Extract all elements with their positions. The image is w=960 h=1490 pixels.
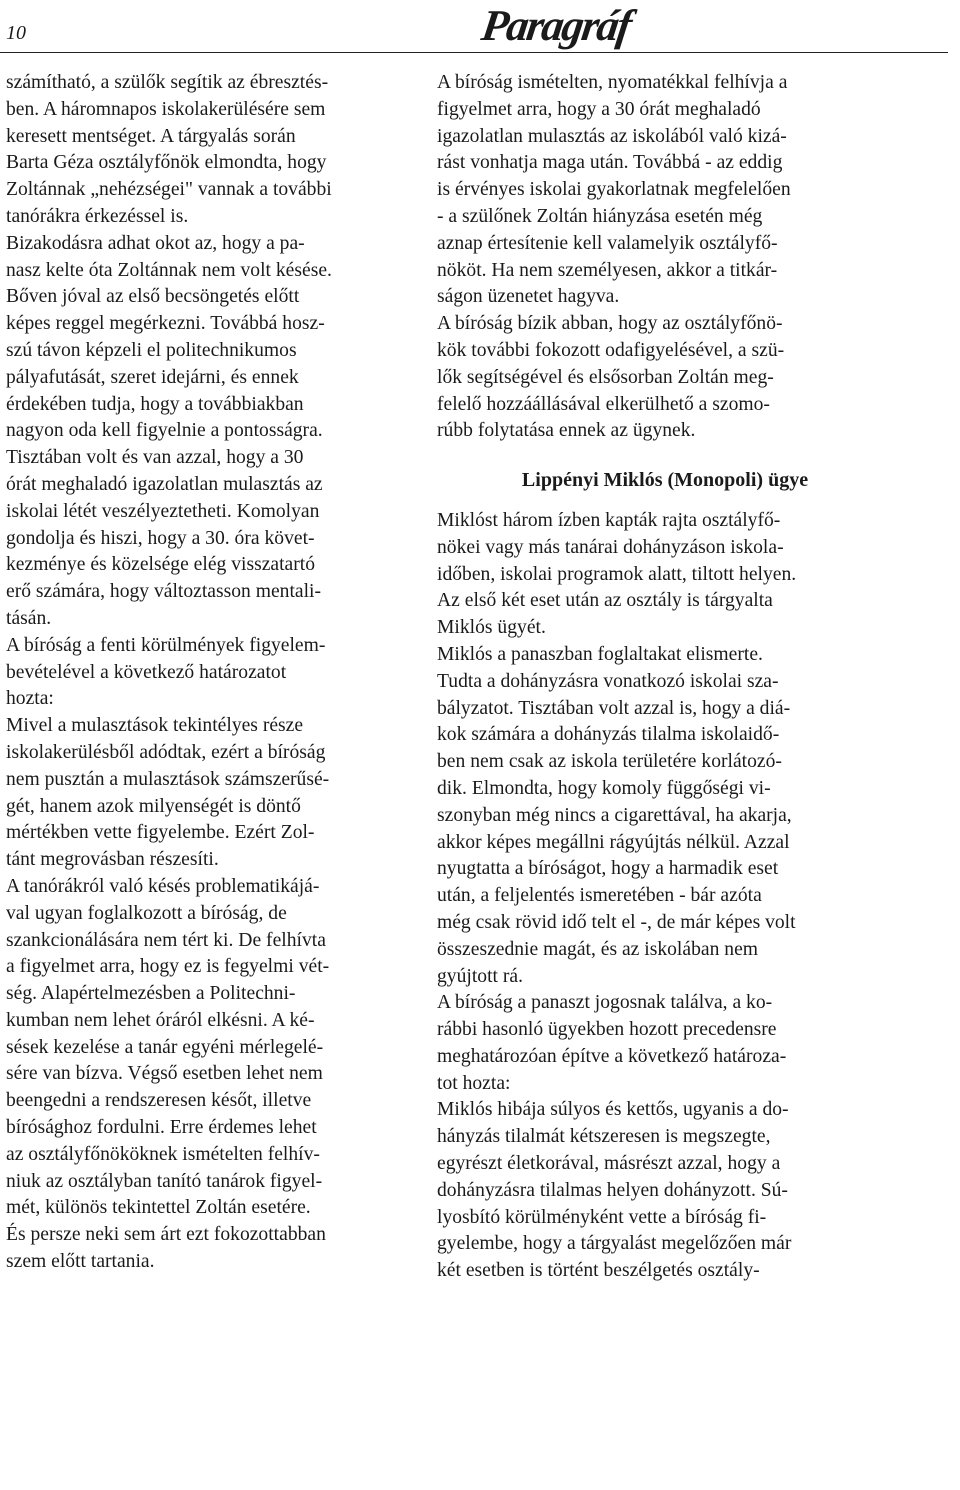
text-line: Miklós ügyét.: [437, 617, 546, 639]
text-line: Tudta a dohányzásra vonatkozó iskolai sza-: [437, 670, 779, 692]
text-line: Bizakodásra adhat okot az, hogy a pa-: [6, 232, 305, 254]
text-line: számítható, a szülők segítik az ébresztés-: [6, 72, 329, 93]
left-column: [6, 70, 418, 1276]
text-line: ben. A háromnapos iskolakerülésére sem: [6, 98, 326, 120]
text-line: nem pusztán a mulasztások számszerűsé-: [6, 768, 330, 790]
text-line: kök további fokozott odafigyelésével, a szü-: [437, 339, 785, 361]
text-line: szú távon képzeli el politechnikumos: [6, 339, 297, 361]
text-line: képes reggel megérkezni. Továbbá hosz-: [6, 313, 325, 335]
text-line: tásán.: [6, 607, 52, 629]
text-line: pályafutását, szeret idejárni, és ennek: [6, 366, 299, 388]
text-line: nyugtatta a bíróságot, hogy a harmadik eset: [437, 858, 779, 880]
text-line: egyrészt életkorával, másrészt azzal, hogy a: [437, 1153, 781, 1175]
text-line: Bőven jóval az első becsöngetés előtt: [6, 286, 300, 308]
text-line: A tanórákról való késés problematikájá-: [6, 875, 320, 897]
text-line: rást vonhatja maga után. Továbbá - az eddig: [437, 152, 783, 174]
text-line: felelő hozzáállásával elkerülhető a szomo-: [437, 393, 770, 415]
text-line: bírósághoz fordulni. Erre érdemes lehet: [6, 1117, 317, 1139]
text-line: Tisztában volt és van azzal, hogy a 30: [6, 447, 304, 469]
text-line: Az első két eset után az osztály is tárgyalta: [437, 590, 773, 612]
text-line: szem előtt tartania.: [6, 1251, 155, 1273]
text-line: dohányzásra tilalmas helyen dohányzott. Sú-: [437, 1179, 788, 1201]
text-line: két esetben is történt beszélgetés osztály-: [437, 1260, 760, 1282]
text-line: erő számára, hogy változtasson mentali-: [6, 581, 322, 603]
section-heading: Lippényi Miklós (Monopoli) ügye: [521, 469, 809, 492]
text-line: igazolatlan mulasztás az iskolából való kizá-: [437, 125, 787, 147]
text-line: is érvényes iskolai gyakorlatnak megfelelően: [437, 179, 791, 201]
text-line: a figyelmet arra, hogy ez is fegyelmi vét-: [6, 956, 330, 978]
text-line: ség. Alapértelmezésben a Politechni-: [6, 983, 296, 1005]
text-line: Miklóst három ízben kapták rajta osztályfő-: [437, 509, 781, 531]
text-line: val ugyan foglalkozott a bíróság, de: [6, 902, 287, 924]
text-line: nökei vagy más tanárai dohányzáson iskola-: [437, 536, 784, 558]
text-line: Miklós a panaszban foglaltakat elismerte.: [437, 643, 763, 665]
text-line: kezménye és közelsége elég visszatartó: [6, 554, 316, 576]
text-line: bevételével a következő határozatot: [6, 661, 287, 683]
text-line: mértékben vette figyelembe. Ezért Zol-: [6, 822, 315, 844]
text-line: nasz kelte óta Zoltánnak nem volt késése.: [6, 259, 332, 281]
text-line: lyosbító körülményként vette a bíróság fi-: [437, 1206, 767, 1228]
text-line: rúbb folytatása ennek az ügynek.: [437, 420, 696, 442]
text-line: nököt. Ha nem személyesen, akkor a titkár-: [437, 259, 778, 281]
text-line: mét, különös tekintettel Zoltán esetére.: [6, 1197, 311, 1219]
text-line: A bíróság a panaszt jogosnak találva, a ko-: [437, 992, 773, 1014]
text-line: aznap értesítenie kell valamelyik osztályfő-: [437, 232, 778, 254]
page-number: 10: [6, 22, 26, 44]
text-line: hozta:: [6, 688, 54, 710]
text-line: beengedni a rendszeresen későt, illetve: [6, 1090, 312, 1112]
text-line: tot hozta:: [437, 1072, 511, 1094]
text-line: az osztályfőnököknek ismételten felhív-: [6, 1143, 320, 1165]
text-line: A bíróság a fenti körülmények figyelem-: [6, 634, 326, 656]
right-column: [437, 70, 893, 1285]
text-line: És persze neki sem árt ezt fokozottabban: [6, 1224, 326, 1246]
section-spacer: [437, 445, 893, 467]
text-line: ben nem csak az iskola területére korlátozó-: [437, 751, 782, 773]
text-line: gét, hanem azok milyenségét is döntő: [6, 795, 301, 817]
text-line: tánt megrovásban részesíti.: [6, 849, 219, 871]
text-line: niuk az osztályban tanító tanárok figyel-: [6, 1170, 323, 1192]
text-line: lők segítségével és elsősorban Zoltán meg-: [437, 366, 774, 388]
text-line: szonyban még nincs a cigarettával, ha akarja,: [437, 804, 792, 826]
text-line: gyelembe, hogy a tárgyalást megelőzően már: [437, 1233, 792, 1255]
text-line: sére van bízva. Végső esetben lehet nem: [6, 1063, 323, 1085]
text-line: Barta Géza osztályfőnök elmondta, hogy: [6, 152, 327, 174]
text-line: gyújtott rá.: [437, 965, 523, 987]
text-line: után, a feljelentés ismeretében - bár azóta: [437, 885, 762, 907]
text-line: iskolai létét veszélyeztetheti. Komolyan: [6, 500, 320, 522]
text-line: összeszednie magát, és az iskolában nem: [437, 938, 759, 960]
text-line: időben, iskolai programok alatt, tiltott helyen.: [437, 563, 797, 585]
text-line: tanórákra érkezéssel is.: [6, 205, 189, 227]
text-line: kok számára a dohányzás tilalma iskolaidő-: [437, 724, 780, 746]
text-line: hányzás tilalmát kétszeresen is megszegte,: [437, 1126, 771, 1148]
text-line: órát meghaladó igazolatlan mulasztás az: [6, 473, 323, 495]
text-line: keresett mentséget. A tárgyalás során: [6, 125, 296, 147]
text-line: A bíróság ismételten, nyomatékkal felhívja a: [437, 72, 788, 93]
text-line: figyelmet arra, hogy a 30 órát meghaladó: [437, 98, 761, 120]
text-line: nagyon oda kell figyelnie a pontosságra.: [6, 420, 323, 442]
text-line: kumban nem lehet óráról elkésni. A ké-: [6, 1009, 315, 1031]
section-spacer: [437, 494, 893, 508]
text-line: bályzatot. Tisztában volt azzal is, hogy a diá-: [437, 697, 791, 719]
header-rule: [0, 52, 948, 53]
text-line: dik. Elmondta, hogy komoly függőségi vi-: [437, 777, 771, 799]
text-line: A bíróság bízik abban, hogy az osztályfőnö-: [437, 313, 783, 335]
text-line: - a szülőnek Zoltán hiányzása esetén még: [437, 205, 763, 227]
text-line: még csak rövid idő telt el -, de már képes volt: [437, 911, 796, 933]
text-line: érdekében tudja, hogy a továbbiakban: [6, 393, 304, 415]
text-line: iskolakerülésből adódtak, ezért a bíróság: [6, 741, 326, 763]
text-line: ságon üzenetet hagyva.: [437, 286, 620, 308]
text-line: rábbi hasonló ügyekben hozott precedensre: [437, 1019, 777, 1041]
text-line: meghatározóan építve a következő határoza-: [437, 1045, 787, 1067]
text-line: szankcionálására nem tért ki. De felhívta: [6, 929, 326, 951]
text-line: Mivel a mulasztások tekintélyes része: [6, 715, 304, 737]
text-line: sések kezelése a tanár egyéni mérlegelé-: [6, 1036, 324, 1058]
text-line: Zoltánnak „nehézségei" vannak a további: [6, 179, 332, 201]
text-line: Miklós hibája súlyos és kettős, ugyanis a do-: [437, 1099, 789, 1121]
masthead-logo: Paragráf: [478, 1, 634, 50]
text-line: gondolja és hiszi, hogy a 30. óra követ-: [6, 527, 315, 549]
text-line: akkor képes megállni rágyújtás nélkül. Azzal: [437, 831, 790, 853]
